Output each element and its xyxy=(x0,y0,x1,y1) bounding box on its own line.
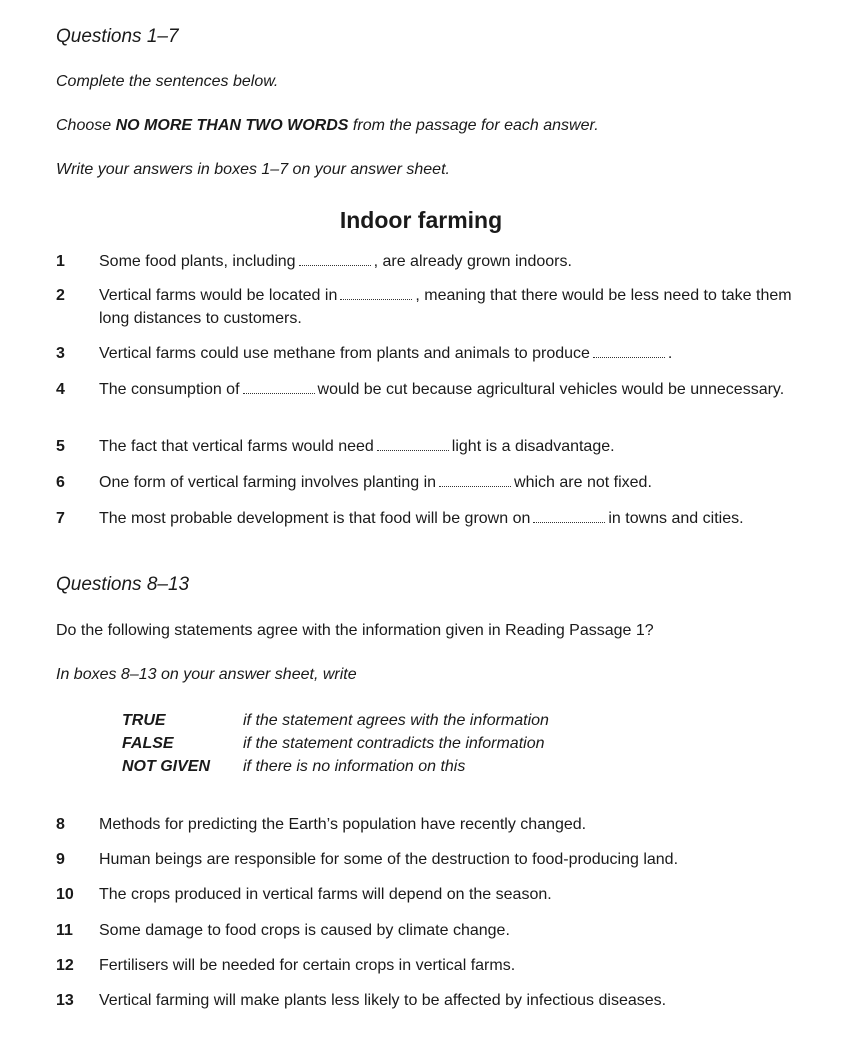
answer-key-false xyxy=(122,732,544,755)
question-item xyxy=(56,378,816,401)
instruction-answer-sheet: Write your answers in boxes 1–7 on your answer sheet. xyxy=(56,161,450,178)
question-item xyxy=(56,250,816,273)
instruction-complete: Complete the sentences below. xyxy=(56,73,279,90)
question-item xyxy=(56,342,816,365)
key-label: FALSE xyxy=(122,735,174,752)
statement-item xyxy=(56,989,816,1012)
instruction-text: from the passage for each answer. xyxy=(348,117,599,134)
question-text: Vertical farms would be located in xyxy=(99,287,338,304)
key-label: TRUE xyxy=(122,712,166,729)
question-text: The fact that vertical farms would need xyxy=(99,438,374,455)
instruction-text: Choose xyxy=(56,117,116,134)
statement-number: 11 xyxy=(56,922,73,939)
question-item xyxy=(56,507,816,530)
question-item xyxy=(56,435,816,458)
answer-gap[interactable] xyxy=(377,440,449,451)
question-number: 3 xyxy=(56,345,65,362)
question-item xyxy=(56,471,816,494)
question-text: would be cut because agricultural vehicles would be unnecessary. xyxy=(317,381,785,398)
statement-text: Fertilisers will be needed for certain crops in vertical farms. xyxy=(99,957,516,974)
section-title: Indoor farming xyxy=(339,207,503,233)
question-text: The most probable development is that food will be grown on xyxy=(99,510,531,527)
statement-number: 13 xyxy=(56,992,74,1009)
key-description: if the statement contradicts the information xyxy=(243,735,545,752)
question-number: 1 xyxy=(56,253,65,270)
statement-number: 10 xyxy=(56,886,74,903)
question-text: which are not fixed. xyxy=(514,474,652,491)
answer-key-true xyxy=(122,709,549,732)
statement-text: Vertical farming will make plants less likely to be affected by infectious diseases. xyxy=(99,992,667,1009)
statement-text: Some damage to food crops is caused by climate change. xyxy=(99,922,510,939)
question-item xyxy=(56,284,816,330)
section-heading-1-7: Questions 1–7 xyxy=(56,26,179,47)
key-description: if the statement agrees with the information xyxy=(243,712,549,729)
section-heading-8-13: Questions 8–13 xyxy=(56,574,190,595)
answer-gap[interactable] xyxy=(299,255,371,266)
question-number: 7 xyxy=(56,510,65,527)
question-text: , meaning that there would be less need to take them long distances to customers. xyxy=(99,287,792,327)
question-number: 6 xyxy=(56,474,65,491)
statement-item xyxy=(56,813,816,836)
word-limit-emphasis: NO MORE THAN TWO WORDS xyxy=(115,117,349,134)
key-description: if there is no information on this xyxy=(243,758,466,775)
statement-number: 12 xyxy=(56,957,74,974)
answer-gap[interactable] xyxy=(439,476,511,487)
statement-item xyxy=(56,883,816,906)
question-text: light is a disadvantage. xyxy=(451,438,615,455)
key-label: NOT GIVEN xyxy=(122,758,211,775)
instruction-word-limit xyxy=(56,117,599,135)
statement-item xyxy=(56,954,816,977)
question-text: . xyxy=(667,345,673,362)
statement-text: Human beings are responsible for some of the destruction to food-producing land. xyxy=(99,851,679,868)
instruction-write: In boxes 8–13 on your answer sheet, write xyxy=(56,666,357,683)
statement-number: 8 xyxy=(56,816,65,833)
statement-number: 9 xyxy=(56,851,65,868)
question-text: Vertical farms could use methane from plants and animals to produce xyxy=(99,345,590,362)
question-number: 2 xyxy=(56,287,65,304)
instruction-agree: Do the following statements agree with the information given in Reading Passage 1? xyxy=(56,622,654,639)
question-text: Some food plants, including xyxy=(99,253,296,270)
question-text: in towns and cities. xyxy=(608,510,744,527)
answer-gap[interactable] xyxy=(593,347,665,358)
question-number: 4 xyxy=(56,381,65,398)
question-text: The consumption of xyxy=(99,381,240,398)
statement-item xyxy=(56,848,816,871)
statement-text: Methods for predicting the Earth’s population have recently changed. xyxy=(99,816,587,833)
statement-text: The crops produced in vertical farms will depend on the season. xyxy=(99,886,552,903)
question-text: , are already grown indoors. xyxy=(373,253,572,270)
answer-gap[interactable] xyxy=(243,383,315,394)
question-number: 5 xyxy=(56,438,65,455)
answer-key-not-given xyxy=(122,755,465,778)
question-text: One form of vertical farming involves planting in xyxy=(99,474,437,491)
answer-gap[interactable] xyxy=(533,512,605,523)
statement-item xyxy=(56,919,816,942)
answer-gap[interactable] xyxy=(340,289,412,300)
